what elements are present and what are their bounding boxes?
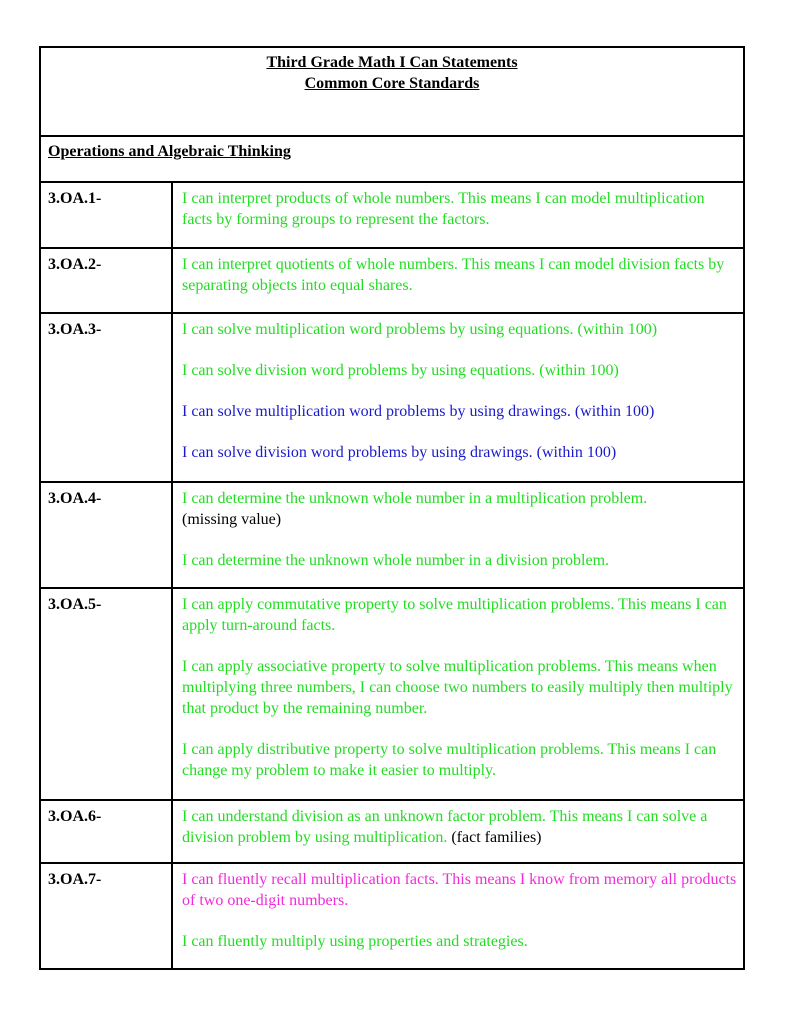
statement: I can fluently multiply using properties and strategies. [182,933,528,950]
standard-row-3oa5 [41,587,743,799]
standards-table [39,46,745,970]
statement: I can solve division word problems by using drawings. (within 100) [182,444,617,461]
statements-cell [182,806,738,868]
standard-code: 3.OA.6- [48,808,102,825]
title-row [41,48,743,135]
statement: I can solve multiplication word problems by using equations. (within 100) [182,321,658,338]
statement: I can fluently recall multiplication facts. This means I know from memory all products of two one-digit numbers. [182,871,737,909]
code-cell [41,183,173,247]
code-cell [41,314,173,481]
statement-suffix: (fact families) [451,829,542,846]
document-title [41,52,743,94]
standard-code: 3.OA.7- [48,871,102,888]
statement: I can apply associative property to solve multiplication problems. This means when multiplying three numbers, I can choose two numbers to easily multiply then multiply that product by the remaining number. [182,658,733,717]
section-heading: Operations and Algebraic Thinking [48,143,291,160]
standard-code: 3.OA.5- [48,596,102,613]
standard-code: 3.OA.1- [48,190,102,207]
code-cell [41,864,173,968]
statement: I can solve multiplication word problems by using drawings. (within 100) [182,403,655,420]
title-line-1: Third Grade Math I Can Statements [266,54,518,71]
statement: I can solve division word problems by using equations. (within 100) [182,362,619,379]
code-cell [41,801,173,862]
statement-text: I can understand division as an unknown factor problem. This means I can solve a division problem by using multiplication. [182,808,708,846]
code-cell [41,589,173,799]
standard-row-3oa7 [41,862,743,968]
title-line-2: Common Core Standards [304,75,480,92]
standard-row-3oa1 [41,181,743,247]
standard-code: 3.OA.2- [48,256,102,273]
statement [182,806,738,848]
standard-row-3oa4 [41,481,743,587]
statement: I can apply commutative property to solve multiplication problems. This means I can apply turn-around facts. [182,596,727,634]
statements-cell [182,869,738,972]
statement [182,488,738,530]
statement: I can interpret products of whole numbers. This means I can model multiplication facts by forming groups to represent the factors. [182,190,705,228]
statement: I can determine the unknown whole number in a division problem. [182,552,610,569]
section-heading-row [41,135,743,181]
statements-cell [182,488,738,591]
statement-suffix: (missing value) [182,511,282,528]
statements-cell [182,188,738,250]
statement-text: I can determine the unknown whole number in a multiplication problem. [182,490,648,507]
statements-cell [182,254,738,316]
code-cell [41,249,173,312]
standard-code: 3.OA.3- [48,321,102,338]
standard-row-3oa6 [41,799,743,862]
statement: I can interpret quotients of whole numbers. This means I can model division facts by separating objects into equal shares. [182,256,725,294]
standard-code: 3.OA.4- [48,490,102,507]
statements-cell [182,319,738,483]
code-cell [41,483,173,587]
statements-cell [182,594,738,801]
standard-row-3oa2 [41,247,743,312]
standard-row-3oa3 [41,312,743,481]
statement: I can apply distributive property to solve multiplication problems. This means I can change my problem to make it easier to multiply. [182,741,717,779]
